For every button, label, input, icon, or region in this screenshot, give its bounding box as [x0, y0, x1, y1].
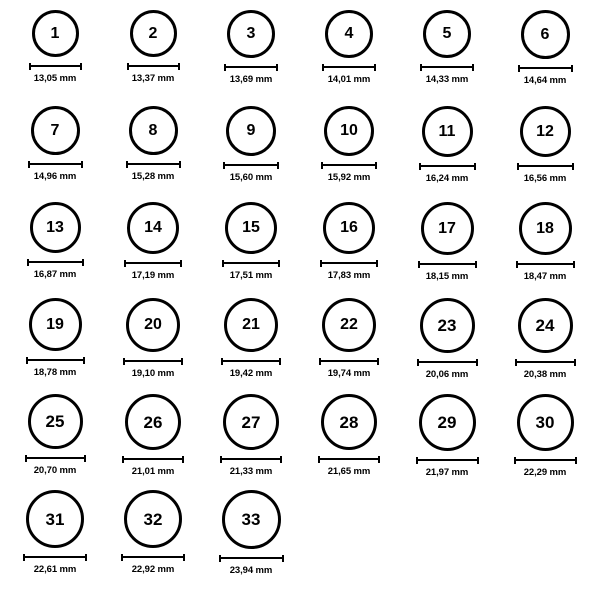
ring-size-label: 9: [246, 122, 256, 139]
measure-bar: [25, 455, 86, 462]
ring-measure-indicator: [122, 455, 184, 463]
ring-circle: [322, 298, 376, 352]
ring-circle: [126, 298, 180, 352]
ring-size-cell[interactable]: [6, 490, 104, 586]
measure-bar: [27, 259, 84, 266]
ring-diameter-label: 14,01 mm: [327, 74, 371, 85]
ring-size-label: 12: [536, 122, 554, 140]
ring-size-label: 16: [340, 219, 358, 236]
ring-measure-indicator: [321, 161, 377, 169]
ring-size-cell[interactable]: [6, 298, 104, 394]
ring-diameter-label: 20,70 mm: [33, 465, 77, 476]
ring-diameter-label: 16,24 mm: [425, 173, 469, 184]
ring-measure-indicator: [23, 553, 87, 561]
ring-size-label: 14: [144, 219, 162, 236]
ring-size-cell[interactable]: [300, 298, 398, 394]
ring-diameter-label: 21,33 mm: [229, 466, 273, 477]
ring-size-label: 25: [45, 412, 65, 431]
ring-diameter-label: 18,47 mm: [523, 271, 567, 282]
ring-circle: [325, 10, 373, 58]
ring-size-label: 11: [438, 122, 456, 140]
ring-diameter-label: 19,10 mm: [131, 368, 175, 379]
ring-diameter-label: 18,15 mm: [425, 271, 469, 282]
ring-circle: [225, 202, 277, 254]
ring-measure-indicator: [126, 160, 181, 168]
ring-measure-indicator: [318, 455, 380, 463]
ring-size-cell[interactable]: [202, 10, 300, 106]
ring-diameter-label: 17,51 mm: [229, 270, 273, 281]
ring-size-cell[interactable]: [398, 106, 496, 202]
ring-diameter-label: 13,37 mm: [131, 73, 175, 84]
ring-size-cell[interactable]: [202, 202, 300, 298]
ring-diameter-label: 14,64 mm: [523, 75, 567, 86]
ring-diameter-label: 17,19 mm: [131, 270, 175, 281]
ring-circle: [127, 202, 179, 254]
ring-size-label: 13: [46, 218, 64, 236]
measure-bar: [518, 65, 573, 72]
measure-bar: [318, 456, 380, 463]
measure-bar: [222, 260, 280, 267]
measure-bar: [514, 457, 577, 464]
ring-size-cell[interactable]: [398, 202, 496, 298]
ring-size-cell[interactable]: [300, 394, 398, 490]
ring-size-cell[interactable]: [104, 202, 202, 298]
measure-bar: [419, 163, 476, 170]
ring-diameter-label: 16,56 mm: [523, 173, 567, 184]
ring-circle: [223, 394, 279, 450]
measure-bar: [223, 162, 279, 169]
ring-measure-indicator: [517, 162, 574, 170]
measure-bar: [321, 162, 377, 169]
ring-circle: [30, 202, 81, 253]
ring-size-label: 15: [242, 219, 260, 236]
ring-diameter-label: 15,28 mm: [131, 171, 175, 182]
ring-size-label: 1: [50, 24, 60, 42]
ring-size-cell[interactable]: [496, 106, 594, 202]
ring-size-label: 30: [535, 413, 555, 432]
ring-measure-indicator: [518, 64, 573, 72]
ring-circle: [28, 394, 83, 449]
ring-measure-indicator: [416, 456, 479, 464]
ring-size-cell[interactable]: [6, 394, 104, 490]
ring-circle: [323, 202, 375, 254]
measure-bar: [123, 358, 183, 365]
measure-bar: [219, 555, 284, 562]
ring-circle: [517, 394, 574, 451]
ring-diameter-label: 15,60 mm: [229, 172, 273, 183]
ring-size-label: 31: [45, 509, 65, 529]
ring-diameter-label: 22,92 mm: [131, 564, 175, 575]
ring-size-label: 3: [246, 25, 256, 42]
ring-size-label: 26: [143, 412, 163, 432]
ring-diameter-label: 21,97 mm: [425, 467, 469, 478]
ring-circle: [521, 10, 570, 59]
ring-diameter-label: 17,83 mm: [327, 270, 371, 281]
measure-bar: [23, 554, 87, 561]
ring-measure-indicator: [319, 357, 379, 365]
ring-size-label: 17: [438, 219, 456, 237]
ring-measure-indicator: [320, 259, 378, 267]
measure-bar: [124, 260, 182, 267]
ring-diameter-label: 22,61 mm: [33, 564, 77, 575]
ring-circle: [420, 298, 475, 353]
ring-size-label: 27: [241, 412, 261, 432]
ring-size-label: 32: [143, 509, 163, 529]
ring-circle: [324, 106, 374, 156]
ring-size-cell[interactable]: [202, 106, 300, 202]
ring-size-label: 10: [340, 122, 358, 139]
measure-bar: [122, 456, 184, 463]
ring-size-label: 21: [242, 316, 260, 333]
ring-size-cell[interactable]: [202, 298, 300, 394]
ring-diameter-label: 21,01 mm: [131, 466, 175, 477]
measure-bar: [220, 456, 282, 463]
ring-circle: [227, 10, 275, 58]
ring-size-label: 24: [535, 316, 555, 335]
ring-size-cell[interactable]: [398, 298, 496, 394]
ring-measure-indicator: [322, 63, 376, 71]
ring-circle: [125, 394, 181, 450]
ring-size-label: 4: [344, 25, 354, 42]
ring-circle: [519, 202, 572, 255]
ring-size-cell[interactable]: [496, 202, 594, 298]
ring-size-cell[interactable]: [6, 106, 104, 202]
ring-measure-indicator: [516, 260, 575, 268]
measure-bar: [26, 357, 85, 364]
ring-diameter-label: 14,96 mm: [33, 171, 77, 182]
ring-size-cell[interactable]: [300, 106, 398, 202]
ring-size-cell[interactable]: [496, 298, 594, 394]
ring-size-label: 7: [50, 121, 60, 139]
ring-size-cell[interactable]: [496, 394, 594, 490]
ring-diameter-label: 19,42 mm: [229, 368, 273, 379]
measure-bar: [319, 358, 379, 365]
ring-size-label: 5: [442, 25, 452, 42]
ring-diameter-label: 13,05 mm: [33, 73, 77, 84]
ring-diameter-label: 15,92 mm: [327, 172, 371, 183]
measure-bar: [28, 161, 83, 168]
ring-circle: [222, 490, 281, 549]
ring-circle: [423, 10, 471, 58]
measure-bar: [416, 457, 479, 464]
ring-circle: [520, 106, 571, 157]
measure-bar: [322, 64, 376, 71]
ring-measure-indicator: [123, 357, 183, 365]
ring-size-cell[interactable]: [202, 490, 300, 586]
ring-diameter-label: 20,06 mm: [425, 369, 469, 380]
ring-measure-indicator: [418, 260, 477, 268]
ring-measure-indicator: [127, 62, 180, 70]
measure-bar: [517, 163, 574, 170]
ring-circle: [29, 298, 82, 351]
ring-measure-indicator: [28, 160, 83, 168]
ring-size-label: 28: [339, 412, 359, 432]
ring-measure-indicator: [121, 553, 185, 561]
ring-measure-indicator: [221, 357, 281, 365]
ring-circle: [226, 106, 276, 156]
measure-bar: [515, 359, 576, 366]
ring-size-label: 2: [148, 24, 158, 42]
ring-size-label: 18: [536, 219, 554, 237]
ring-circle: [321, 394, 377, 450]
ring-size-cell[interactable]: [300, 10, 398, 106]
ring-size-label: 20: [144, 316, 162, 333]
ring-size-cell[interactable]: [202, 394, 300, 490]
ring-size-label: 23: [437, 316, 457, 335]
ring-diameter-label: 20,38 mm: [523, 369, 567, 380]
ring-size-cell[interactable]: [104, 490, 202, 586]
ring-size-cell[interactable]: [104, 106, 202, 202]
measure-bar: [127, 63, 180, 70]
ring-size-cell[interactable]: [496, 10, 594, 106]
measure-bar: [29, 63, 82, 70]
ring-circle: [419, 394, 476, 451]
ring-size-label: 29: [437, 413, 457, 432]
ring-measure-indicator: [419, 162, 476, 170]
ring-diameter-label: 18,78 mm: [33, 367, 77, 378]
ring-circle: [130, 10, 177, 57]
ring-size-cell[interactable]: [104, 394, 202, 490]
measure-bar: [320, 260, 378, 267]
ring-size-cell[interactable]: [300, 202, 398, 298]
ring-circle: [124, 490, 182, 548]
ring-diameter-label: 21,65 mm: [327, 466, 371, 477]
ring-circle: [32, 10, 79, 57]
ring-diameter-label: 13,69 mm: [229, 74, 273, 85]
ring-measure-indicator: [223, 161, 279, 169]
ring-measure-indicator: [219, 554, 284, 562]
ring-measure-indicator: [29, 62, 82, 70]
ring-diameter-label: 14,33 mm: [425, 74, 469, 85]
ring-measure-indicator: [27, 258, 84, 266]
ring-size-label: 6: [540, 25, 550, 43]
ring-size-label: 8: [148, 121, 158, 139]
ring-diameter-label: 16,87 mm: [33, 269, 77, 280]
ring-size-label: 22: [340, 316, 358, 333]
ring-circle: [518, 298, 573, 353]
ring-circle: [129, 106, 178, 155]
ring-circle: [31, 106, 80, 155]
measure-bar: [121, 554, 185, 561]
ring-measure-indicator: [220, 455, 282, 463]
ring-measure-indicator: [222, 259, 280, 267]
ring-measure-indicator: [26, 356, 85, 364]
ring-measure-indicator: [224, 63, 278, 71]
ring-circle: [224, 298, 278, 352]
measure-bar: [418, 261, 477, 268]
measure-bar: [221, 358, 281, 365]
ring-circle: [421, 202, 474, 255]
ring-measure-indicator: [515, 358, 576, 366]
ring-circle: [26, 490, 84, 548]
measure-bar: [224, 64, 278, 71]
measure-bar: [420, 64, 474, 71]
ring-size-cell[interactable]: [104, 10, 202, 106]
ring-diameter-label: 19,74 mm: [327, 368, 371, 379]
ring-size-cell[interactable]: [398, 394, 496, 490]
ring-size-cell[interactable]: [398, 10, 496, 106]
ring-measure-indicator: [25, 454, 86, 462]
ring-size-label: 33: [241, 510, 261, 529]
ring-measure-indicator: [514, 456, 577, 464]
measure-bar: [417, 359, 478, 366]
ring-measure-indicator: [417, 358, 478, 366]
ring-measure-indicator: [420, 63, 474, 71]
ring-measure-indicator: [124, 259, 182, 267]
ring-circle: [422, 106, 473, 157]
ring-diameter-label: 23,94 mm: [229, 565, 273, 576]
ring-size-cell[interactable]: [104, 298, 202, 394]
measure-bar: [126, 161, 181, 168]
measure-bar: [516, 261, 575, 268]
ring-size-label: 19: [46, 315, 64, 333]
ring-size-cell[interactable]: [6, 202, 104, 298]
ring-size-cell[interactable]: [6, 10, 104, 106]
ring-diameter-label: 22,29 mm: [523, 467, 567, 478]
